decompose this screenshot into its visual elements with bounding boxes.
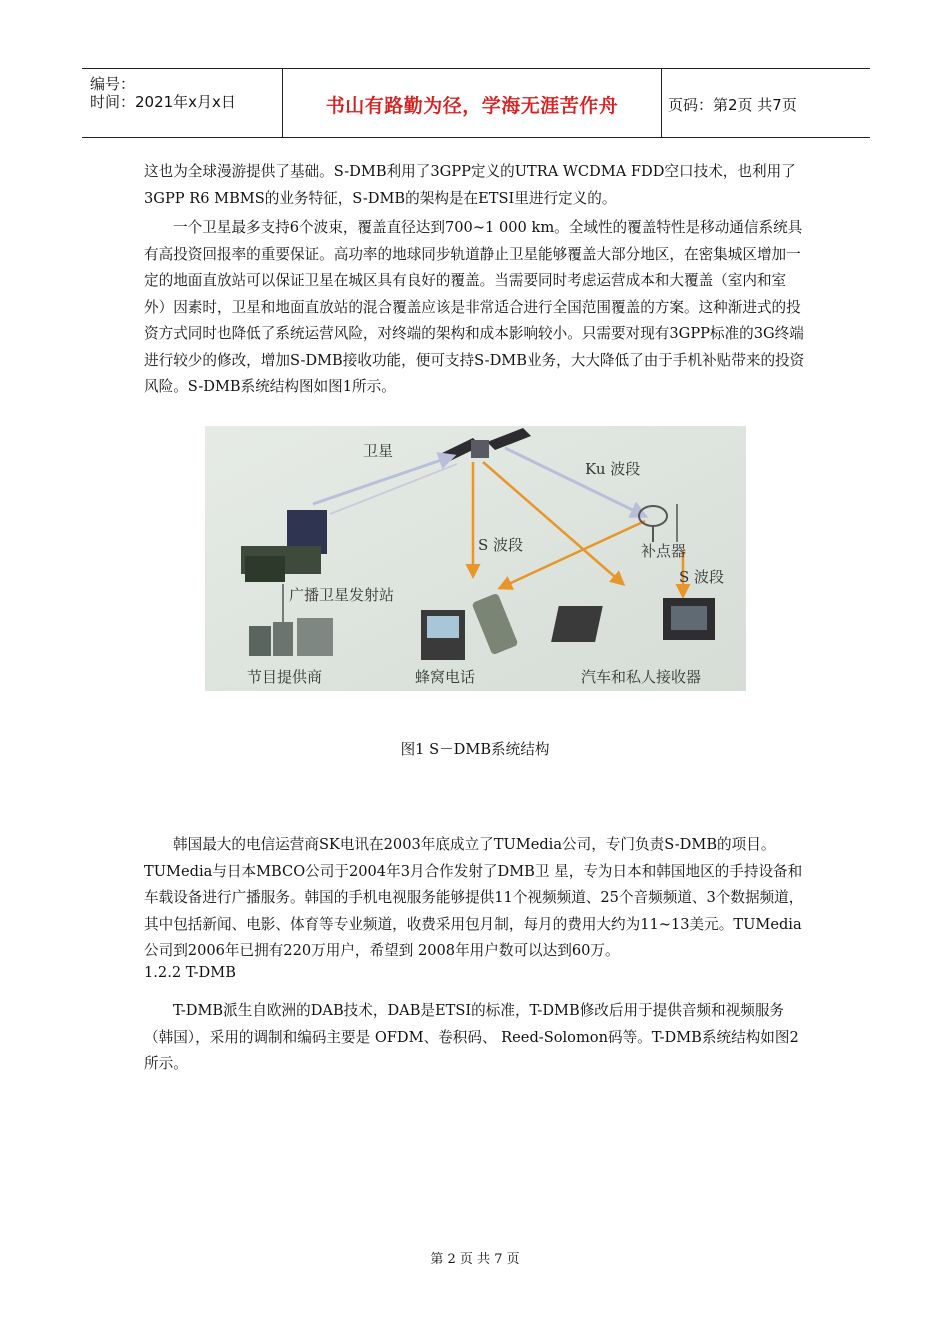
paragraph-tumedia: 韩国最大的电信运营商SK电讯在2003年底成立了TUMedia公司，专门负责S-DMB的项目。TUMedia与日本MBCO公司于2004年3月合作发射了DMB卫 星，专为日本和韩国地区的手持设备和车载设备进行广播服务。韩国的手机电视服务能够提供11个视频频道、25个音频频道、3个数据频道，其中包括新闻、电影、体育等专业频道，收费采用包月制，每月的费用大约为11~13美元。TUMedia公司到2006年已拥有220万用户，希望到 2008年用户数可以达到60万。 xyxy=(144,836,804,959)
figure-caption: 图1 S－DMB系统结构 xyxy=(400,741,550,758)
label-program-provider: 节目提供商 xyxy=(247,668,323,686)
paragraph-tdmb: T-DMB派生自欧洲的DAB技术，DAB是ETSI的标准，T-DMB修改后用于提供音频和视频服务（韩国），采用的调制和编码主要是 OFDM、卷积码、 Reed-Solomon码等。T-DMB系统结构如图2所示。 xyxy=(144,1002,799,1072)
paragraph-sdmb-intro: 这也为全球漫游提供了基础。S-DMB利用了3GPP定义的UTRA WCDMA FDD空口技术，也利用了3GPP R6 MBMS的业务特征，S-DMB的架构是在ETSI里进行定义的。 xyxy=(144,163,796,207)
header-motto-cell xyxy=(283,69,662,137)
header-page-cell xyxy=(662,69,870,137)
label-ku-band: Ku 波段 xyxy=(585,460,641,478)
page-header xyxy=(82,68,870,138)
document-number-label: 编号： xyxy=(90,75,136,93)
label-s-band-main: S 波段 xyxy=(478,536,524,554)
header-info-cell xyxy=(82,69,283,137)
label-repeater: 补点器 xyxy=(641,542,687,560)
label-s-band-repeater: S 波段 xyxy=(679,568,725,586)
section-heading: 1.2.2 T-DMB xyxy=(144,964,236,981)
label-broadcast-station: 广播卫星发射站 xyxy=(289,586,395,604)
label-cellphone: 蜂窝电话 xyxy=(415,668,476,686)
page-footer: 第 2 页 共 7 页 xyxy=(430,1252,520,1267)
label-satellite: 卫星 xyxy=(363,442,394,460)
label-receivers: 汽车和私人接收器 xyxy=(581,668,702,686)
header-motto: 书山有路勤为径，学海无涯苦作舟 xyxy=(325,95,619,117)
header-page-code: 页码：第2页 共7页 xyxy=(668,96,797,114)
sdmb-system-figure xyxy=(205,426,746,691)
paragraph-sdmb-coverage: 一个卫星最多支持6个波束，覆盖直径达到700~1 000 km。全域性的覆盖特性是移动通信系统具有高投资回报率的重要保证。高功率的地球同步轨道静止卫星能够覆盖大部分地区，在密集城区增加一定的地面直放站可以保证卫星在城区具有良好的覆盖。当需要同时考虑运营成本和大覆盖（室内和室外）因素时，卫星和地面直放站的混合覆盖应该是非常适合进行全国范围覆盖的方案。这种渐进式的投资方式同时也降低了系统运营风险，对终端的架构和成本影响较小。只需要对现有3GPP标准的3G终端进行较少的修改，增加S-DMB接收功能，便可支持S-DMB业务，大大降低了由于手机补贴带来的投资风险。S-DMB系统结构图如图1所示。 xyxy=(144,219,805,395)
document-time-label: 时间：2021年x月x日 xyxy=(90,93,236,111)
